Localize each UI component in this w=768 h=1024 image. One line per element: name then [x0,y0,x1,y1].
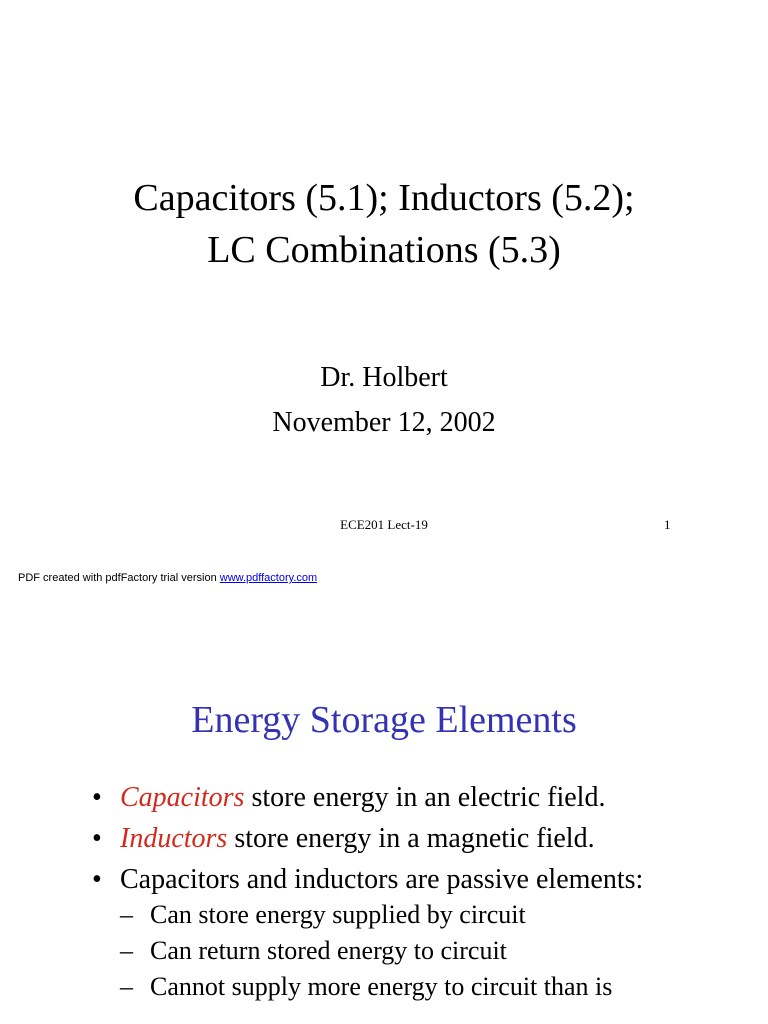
slide-title-line-2: LC Combinations (5.3) [207,229,561,271]
author-name: Dr. Holbert [320,362,448,393]
bullet-item-inductors [92,823,752,855]
bullet-item-passive [92,864,752,1002]
dash-glyph: – [120,972,133,1001]
bullet-glyph: • [92,864,102,895]
bullet-text: store energy in an electric field. [244,782,606,813]
sub-bullet-text: Cannot supply more energy to circuit than is [150,972,613,1001]
bullet-list [92,782,752,1008]
sub-bullet-item [120,900,752,930]
sub-bullet-item [120,972,752,1002]
footer-page-number: 1 [664,517,671,532]
slide-2-title: Energy Storage Elements [191,699,577,741]
term-capacitors: Capacitors [120,782,245,813]
bullet-glyph: • [92,782,102,813]
sub-bullet-list [120,900,752,1002]
dash-glyph: – [120,900,133,929]
term-inductors: Inductors [120,823,228,854]
sub-bullet-item [120,936,752,966]
sub-bullet-text: Can store energy supplied by circuit [150,900,526,929]
lecture-date: November 12, 2002 [272,407,496,438]
pdf-creator-note [18,571,317,585]
footer-course-label: ECE201 Lect-19 [340,517,428,532]
pdf-note-text: PDF created with pdfFactory trial version [18,572,220,584]
pdffactory-link[interactable]: www.pdffactory.com [219,572,318,584]
bullet-text: Capacitors and inductors are passive elements: [120,864,644,895]
slide-title-line-1: Capacitors (5.1); Inductors (5.2); [133,177,635,219]
bullet-glyph: • [92,823,102,854]
dash-glyph: – [120,936,133,965]
bullet-text: store energy in a magnetic field. [227,823,595,854]
bullet-item-capacitors [92,782,752,814]
sub-bullet-text: Can return stored energy to circuit [150,936,507,965]
